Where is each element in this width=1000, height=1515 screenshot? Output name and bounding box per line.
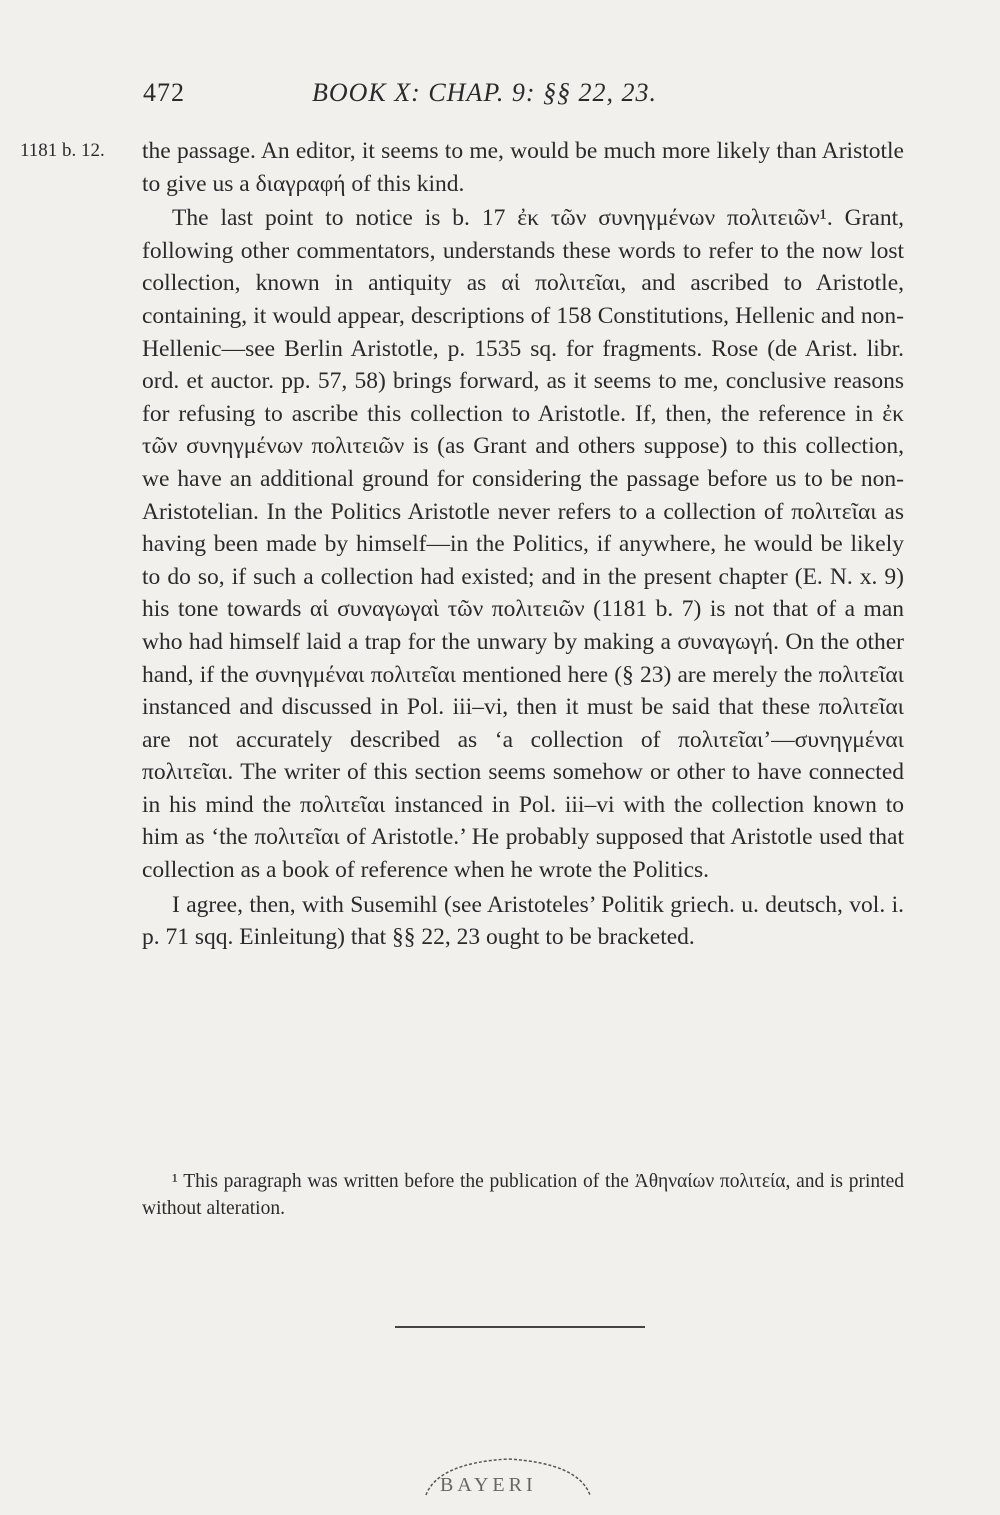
footnote: ¹ This paragraph was written before the publication of the Ἀθηναίων πολιτεία, and is printed without alteration. bbox=[142, 1171, 904, 1219]
end-rule bbox=[395, 1326, 645, 1328]
svg-text:BAYERI: BAYERI bbox=[440, 1474, 537, 1496]
body-text bbox=[142, 135, 904, 954]
page-number: 472 bbox=[143, 78, 185, 107]
paragraph: I agree, then, with Susemihl (see Aristoteles’ Politik griech. u. deutsch, vol. i. p. 71 sqq. Einleitung) that §§ 22, 23 ought to be bracketed. bbox=[142, 891, 904, 951]
running-head: BOOK X: CHAP. 9: §§ 22, 23. bbox=[312, 78, 658, 107]
paragraph: The last point to notice is b. 17 ἐκ τῶν συνηγμένων πολιτειῶν¹. Grant, following other commentators, understands these words to refer to the now lost collection, known in antiquity as αἱ πολιτεῖαι, and ascribed to Aristotle, containing, it would appear, descriptions of 158 Constitutions, Hellenic and non-Hellenic—see Berlin Aristotle, p. 1535 sq. for fragments. Rose (de Arist. libr. ord. et auctor. pp. 57, 58) brings forward, as it seems to me, conclusive reasons for refusing to ascribe this collection to Aristotle. If, then, the reference in ἐκ τῶν συνηγμένων πολιτειῶν is (as Grant and others suppose) to this collection, we have an additional ground for considering the passage before us to be non-Aristotelian. In the Politics Aristotle never refers to a collection of πολιτεῖαι as having been made by himself—in the Politics, if anywhere, he would be likely to do so, if such a collection had existed; and in the present chapter (E. N. x. 9) his tone towards αἱ συναγωγαὶ τῶν πολιτειῶν (1181 b. 7) is not that of a man who had himself laid a trap for the unwary by making a συναγωγή. On the other hand, if the συνηγμέναι πολιτεῖαι mentioned here (§ 23) are merely the πολιτεῖαι instanced and discussed in Pol. iii–vi, then it must be said that these πολιτεῖαι are not accurately described as ‘a collection of πολιτεῖαι’—συνηγμέναι πολιτεῖαι. The writer of this section seems somehow or other to have connected in his mind the πολιτεῖαι instanced in Pol. iii–vi with the collection known to him as ‘the πολιτεῖαι of Aristotle.’ He probably supposed that Aristotle used that collection as a book of reference when he wrote the Politics. bbox=[142, 205, 904, 884]
paragraph: the passage. An editor, it seems to me, would be much more likely than Aristotle to give us a διαγραφή of this kind. bbox=[142, 138, 904, 197]
margin-reference: 1181 b. 12. bbox=[20, 140, 105, 161]
library-stamp bbox=[418, 1455, 598, 1515]
